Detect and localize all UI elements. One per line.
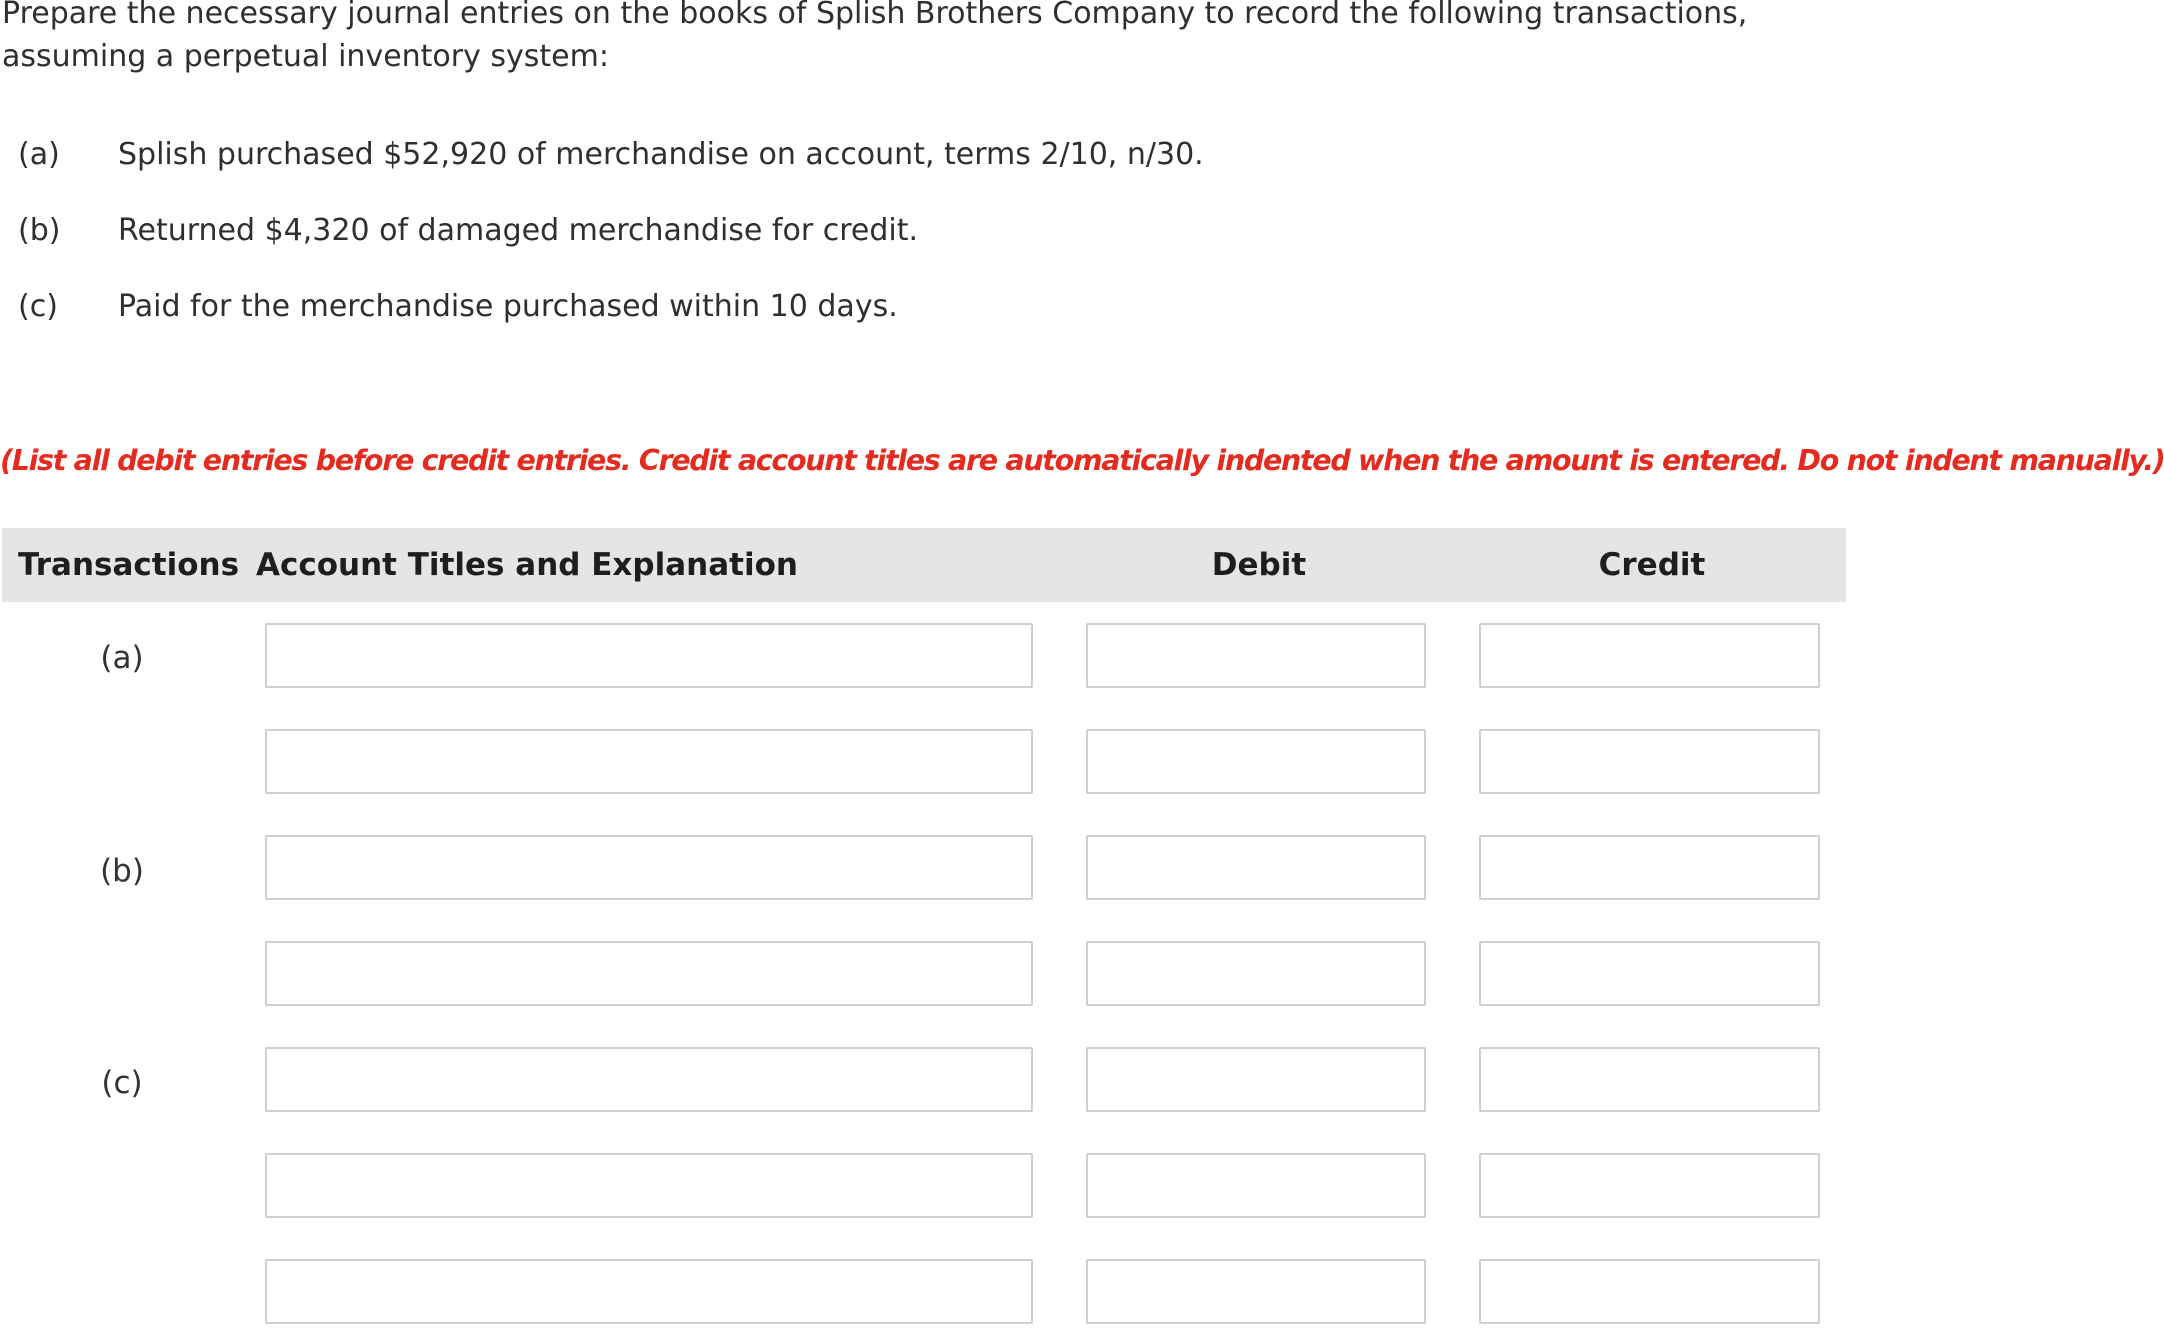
credit-input[interactable]: [1479, 1259, 1820, 1324]
debit-input[interactable]: [1086, 1047, 1426, 1112]
header-transactions: Transactions: [18, 547, 240, 583]
debit-input[interactable]: [1086, 835, 1426, 900]
account-title-input[interactable]: [265, 941, 1033, 1006]
account-title-input[interactable]: [265, 1153, 1033, 1218]
transaction-letter: (b): [18, 213, 61, 248]
header-credit: Credit: [1598, 547, 1706, 583]
question-intro: Prepare the necessary journal entries on the books of Splish Brothers Company to record the following transactions, assuming a perpetual inventory system:: [2, 0, 1748, 74]
transaction-letter: (c): [18, 289, 58, 324]
header-debit: Debit: [1211, 547, 1307, 583]
account-title-input[interactable]: [265, 1047, 1033, 1112]
account-title-input[interactable]: [265, 623, 1033, 688]
debit-input[interactable]: [1086, 729, 1426, 794]
debit-input[interactable]: [1086, 941, 1426, 1006]
account-title-input[interactable]: [265, 835, 1033, 900]
transaction-letter: (a): [18, 137, 60, 172]
transaction-text: Returned $4,320 of damaged merchandise for credit.: [118, 213, 919, 248]
debit-input[interactable]: [1086, 1153, 1426, 1218]
account-title-input[interactable]: [265, 729, 1033, 794]
transaction-text: Paid for the merchandise purchased within 10 days.: [118, 289, 898, 324]
row-label-a: (a): [100, 640, 144, 676]
row-label-b: (b): [100, 853, 144, 889]
credit-input[interactable]: [1479, 1047, 1820, 1112]
credit-input[interactable]: [1479, 1153, 1820, 1218]
debit-input[interactable]: [1086, 1259, 1426, 1324]
instruction-note: (List all debit entries before credit entries. Credit account titles are automatically indented when the amount is entered. Do not indent manually.): [0, 444, 2164, 477]
credit-input[interactable]: [1479, 835, 1820, 900]
debit-input[interactable]: [1086, 623, 1426, 688]
transaction-text: Splish purchased $52,920 of merchandise on account, terms 2/10, n/30.: [118, 137, 1204, 172]
credit-input[interactable]: [1479, 623, 1820, 688]
row-label-c: (c): [101, 1065, 143, 1101]
account-title-input[interactable]: [265, 1259, 1033, 1324]
credit-input[interactable]: [1479, 941, 1820, 1006]
header-account-titles: Account Titles and Explanation: [256, 547, 798, 583]
credit-input[interactable]: [1479, 729, 1820, 794]
journal-table-header: [2, 528, 1846, 602]
